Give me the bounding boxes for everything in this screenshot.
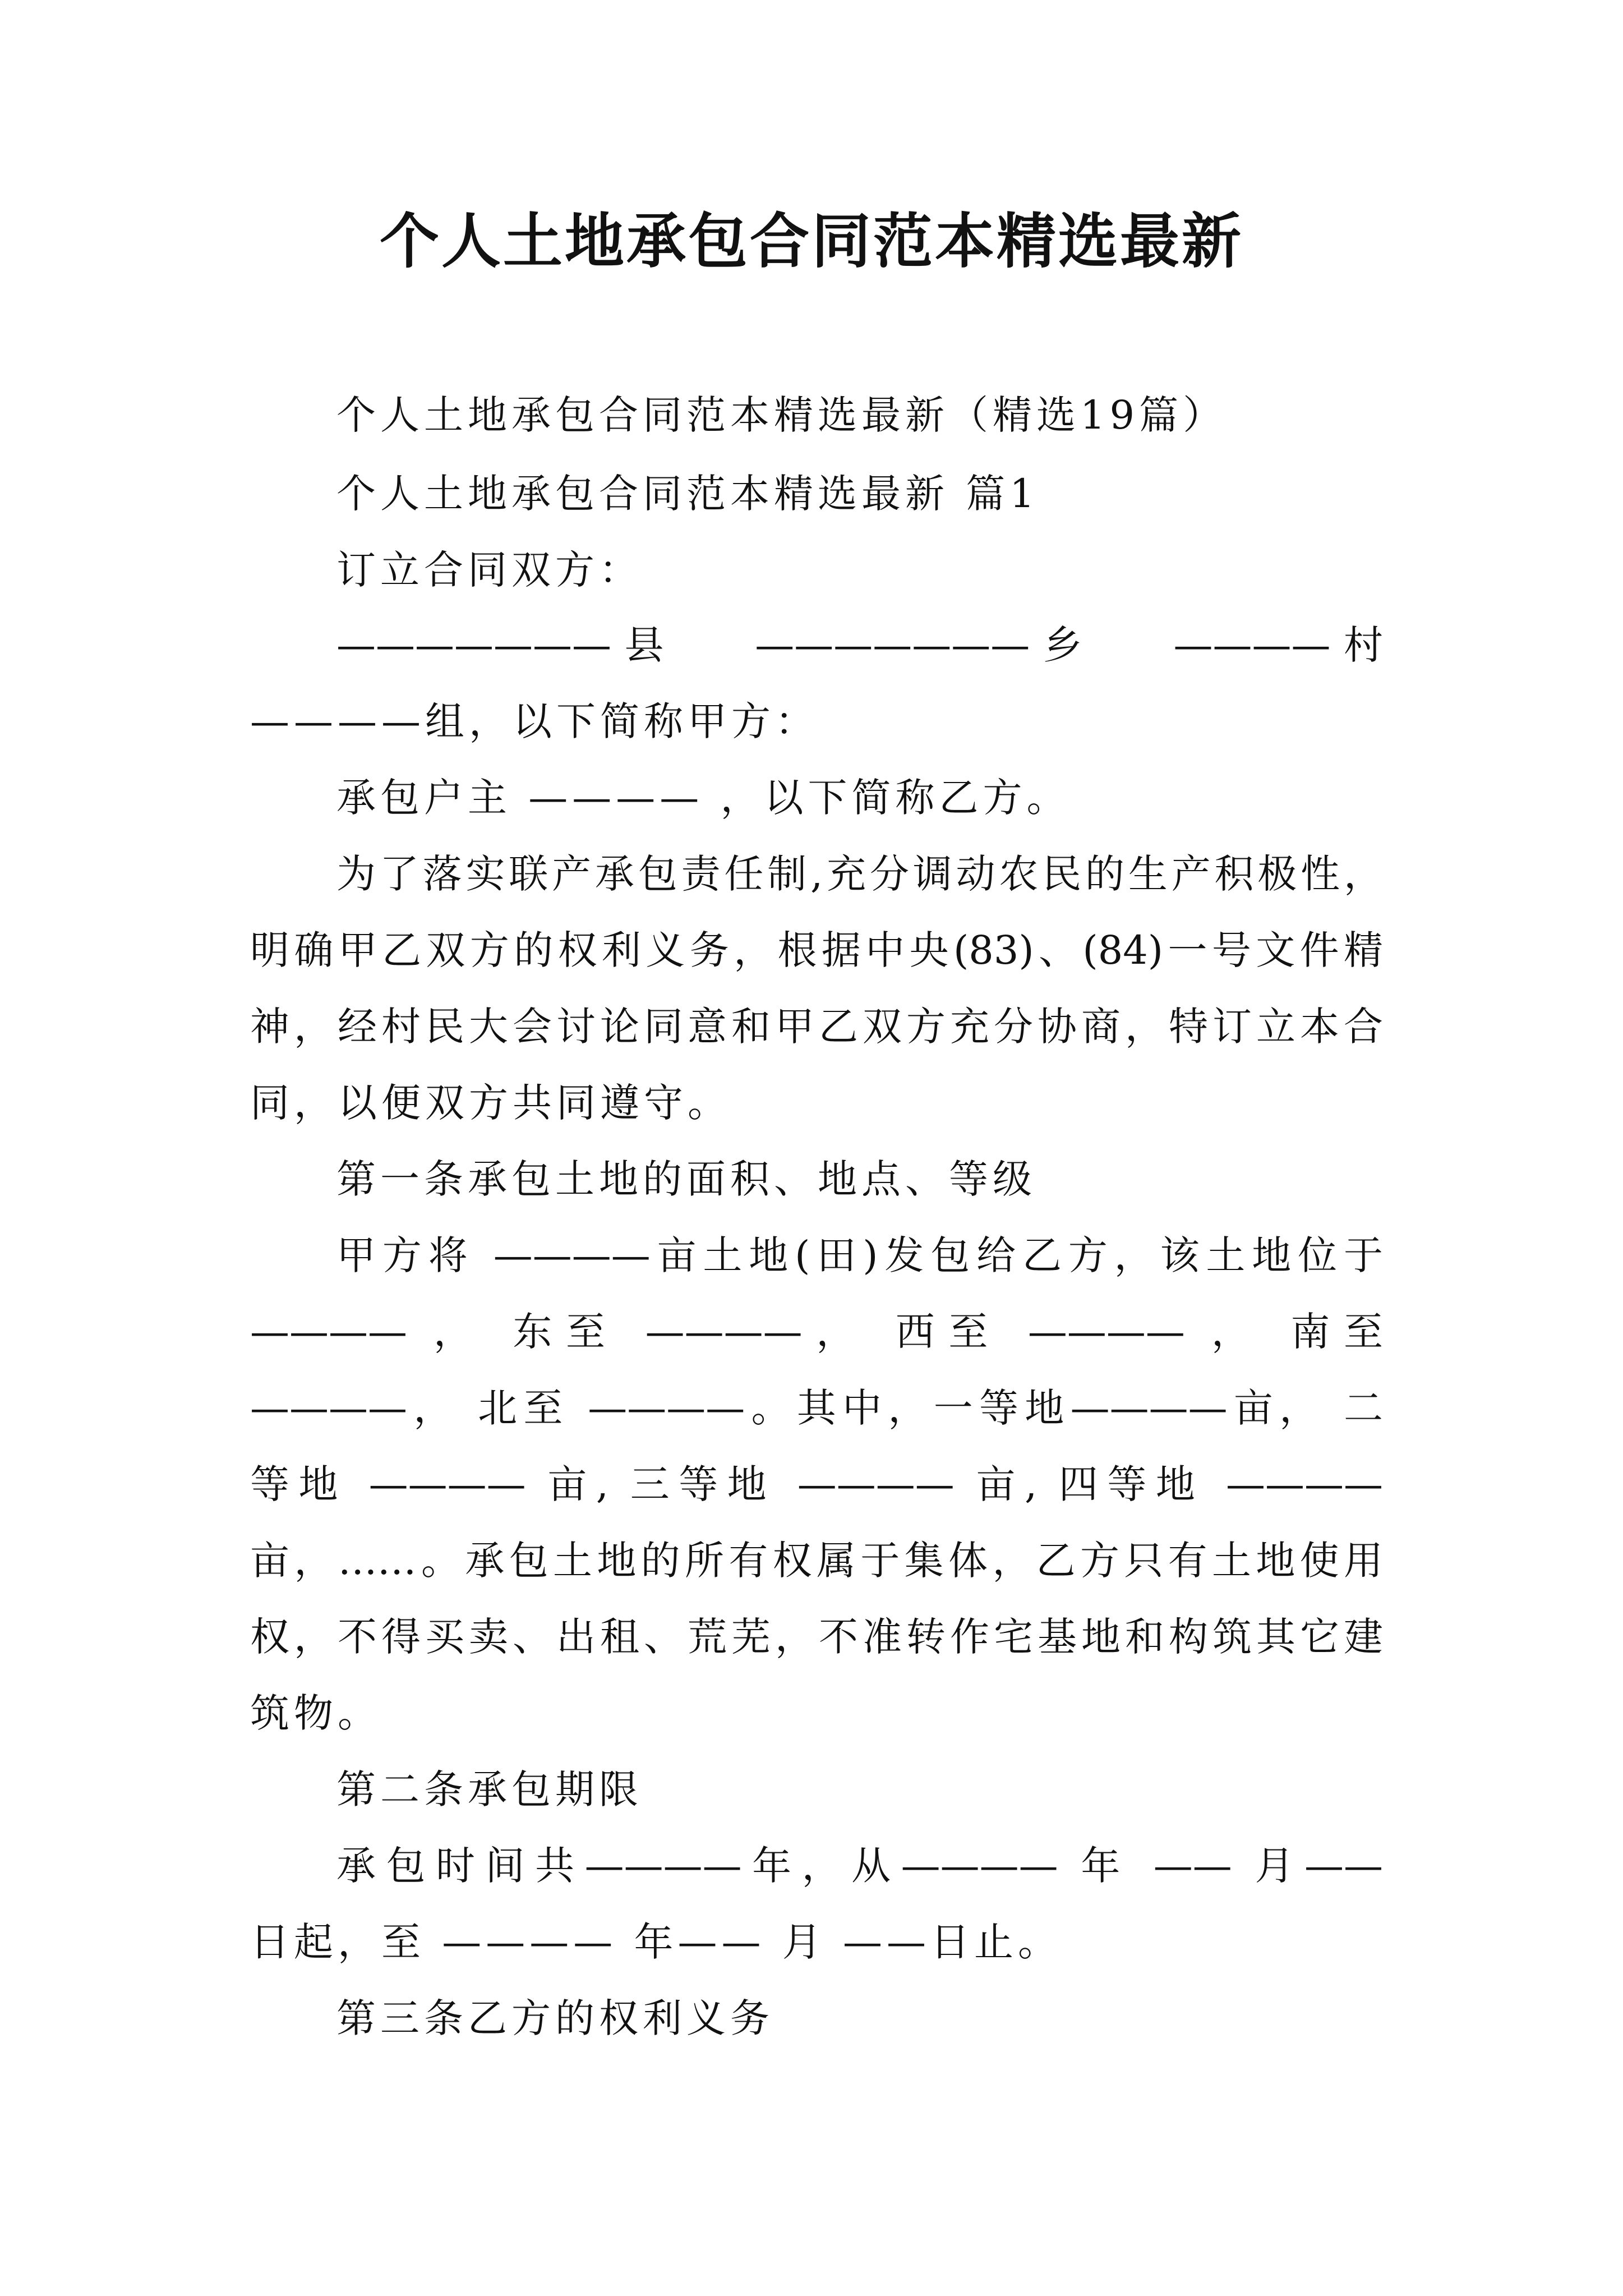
paragraph-line: ———— ， 东至 ————， 西至 ———— ， 南至 <box>250 1309 1383 1355</box>
paragraph-line: 甲方将 ————亩土地(田)发包给乙方，该土地位于 <box>336 1232 1383 1278</box>
paragraph-line: ————组，以下简称甲方： <box>250 698 819 744</box>
paragraph-line: 权，不得买卖、出租、荒芜，不准转作宅基地和构筑其它建 <box>250 1614 1383 1660</box>
section-heading: 个人土地承包合同范本精选最新 篇1 <box>336 471 1039 517</box>
document-title: 个人土地承包合同范本精选最新 <box>380 206 1243 276</box>
subtitle-line: 个人土地承包合同范本精选最新（精选19篇） <box>336 392 1227 438</box>
article-heading: 第一条承包土地的面积、地点、等级 <box>336 1156 1036 1202</box>
paragraph-line: ————， 北至 ————。其中，一等地————亩， 二 <box>250 1385 1383 1431</box>
paragraph-line: 明确甲乙双方的权利义务，根据中央(83)、(84)一号文件精 <box>250 927 1383 973</box>
paragraph-line: ———————县 ———————乡 ————村 <box>336 622 1383 668</box>
paragraph-line: 筑物。 <box>250 1690 381 1736</box>
paragraph-line: 等地 ———— 亩, 三等地 ———— 亩, 四等地 ———— <box>250 1461 1383 1507</box>
paragraph-line: 日起，至 ———— 年—— 月 ——日止。 <box>250 1919 1062 1965</box>
paragraph-line: 神，经村民大会讨论同意和甲乙双方充分协商，特订立本合 <box>250 1004 1383 1050</box>
paragraph-line: 亩，……。承包土地的所有权属于集体，乙方只有土地使用 <box>250 1538 1383 1584</box>
paragraph-line: 订立合同双方： <box>336 547 643 593</box>
article-heading: 第三条乙方的权利义务 <box>336 1995 774 2041</box>
paragraph-line: 承包时间共————年，从———— 年 —— 月—— <box>336 1843 1383 1889</box>
article-heading: 第二条承包期限 <box>336 1766 643 1812</box>
paragraph-line: 承包户主 ———— ，以下简称乙方。 <box>336 775 1071 821</box>
paragraph-line: 为了落实联产承包责任制,充分调动农民的生产积极性， <box>336 851 1383 897</box>
paragraph-line: 同，以便双方共同遵守。 <box>250 1080 731 1126</box>
